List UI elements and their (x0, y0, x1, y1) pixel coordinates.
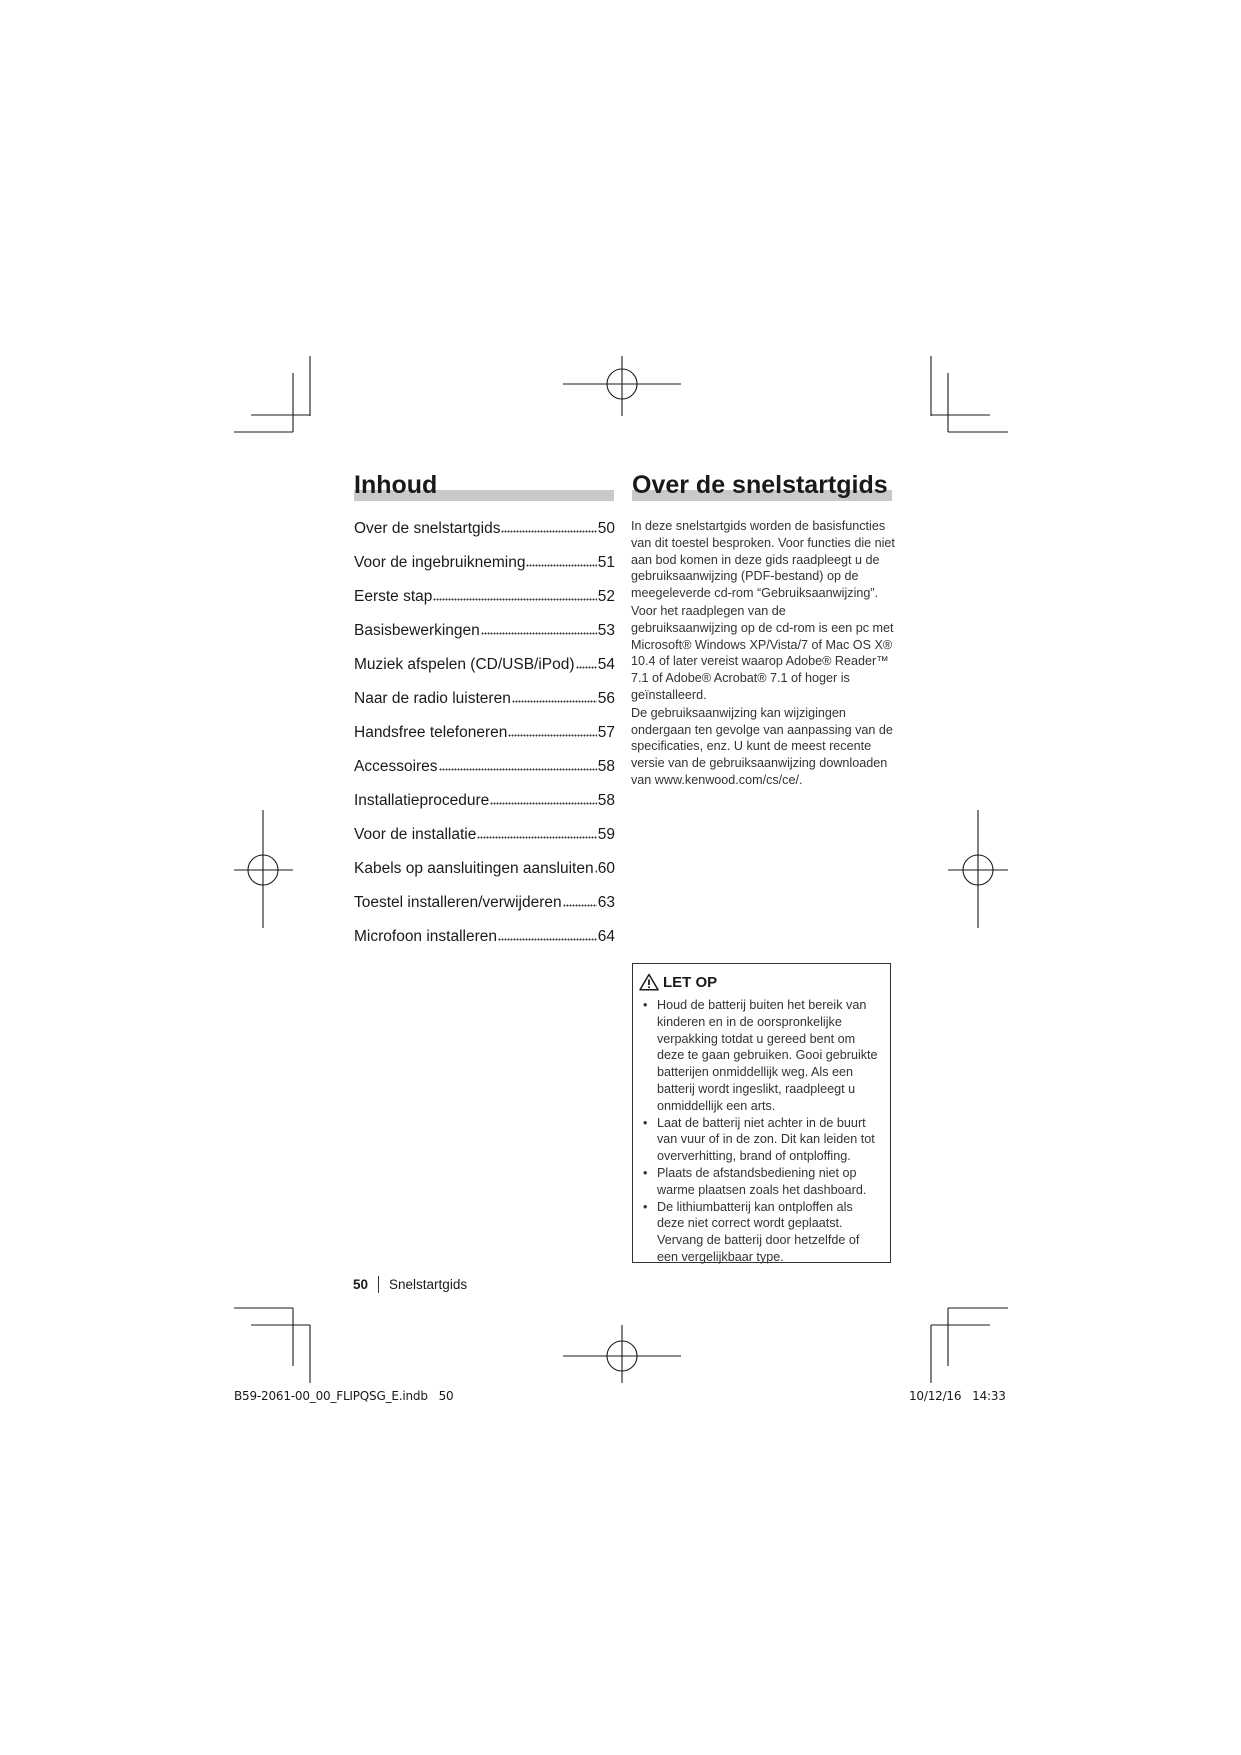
toc-item-title: Muziek afspelen (CD/USB/iPod) (354, 656, 575, 673)
dot-leader (481, 623, 597, 635)
toc-item[interactable] (354, 621, 615, 655)
warning-triangle-icon (639, 973, 659, 991)
toc-item[interactable] (354, 655, 615, 689)
dot-leader (439, 759, 597, 771)
dot-leader (490, 793, 596, 805)
dot-leader (433, 589, 596, 601)
toc-item[interactable] (354, 689, 615, 723)
toc-item[interactable] (354, 893, 615, 927)
caution-item: • De lithiumbatterij kan ontploffen als deze niet correct wordt geplaatst. Vervang de batterij door hetzelfde of een vergelijkbaar type. (639, 1199, 881, 1266)
crop-mark-bottom-left (234, 1308, 310, 1383)
intro-paragraph: In deze snelstartgids worden de basisfuncties van dit toestel besproken. Voor functies die niet aan bod komen in deze gids raadpleegt u de gebruiksaanwijzing (PDF-bestand) op de meegeleverde cd-rom “Gebruiksaanwijzing”. (631, 519, 895, 601)
toc-item-page: 58 (597, 758, 615, 775)
toc-item-title: Voor de ingebruikneming (354, 554, 526, 571)
toc-item-page: 50 (597, 520, 615, 537)
toc-item-title: Toestel installeren/verwijderen (354, 894, 562, 911)
page-number: 50 (353, 1277, 369, 1292)
caution-item: • Laat de batterij niet achter in de buurt van vuur of in de zon. Dit kan leiden tot oververhitting, brand of ontploffing. (639, 1115, 881, 1165)
caution-title: LET OP (663, 973, 718, 991)
caution-box (632, 963, 891, 1263)
caution-item: • Houd de batterij buiten het bereik van kinderen en in de oorspronkelijke verpakking totdat u gereed bent om deze te gaan gebruiken. Gooi gebruikte batterijen onmiddellijk weg. Als een batterij wordt ingeslikt, raadpleegt u onmiddellijk een arts. (639, 997, 881, 1115)
toc-item-page: 53 (597, 622, 615, 639)
dot-leader (526, 555, 596, 567)
toc-item[interactable] (354, 825, 615, 859)
toc-item-page: 51 (597, 554, 615, 571)
toc-item-title: Eerste stap (354, 588, 433, 605)
slug-file-name: B59-2061-00_00_FLIPQSG_E.indb 50 (234, 1389, 454, 1403)
caution-item: • Plaats de afstandsbediening niet op warme plaatsen zoals het dashboard. (639, 1165, 881, 1199)
page-footer (353, 1276, 467, 1293)
toc-item-page: 57 (597, 724, 615, 741)
dot-leader (563, 895, 597, 907)
toc-item-title: Kabels op aansluitingen aansluiten (354, 860, 594, 877)
toc-item[interactable] (354, 587, 615, 621)
toc-item-page: 52 (597, 588, 615, 605)
intro-body (631, 518, 895, 790)
toc-item-page: 63 (597, 894, 615, 911)
toc-item-title: Naar de radio luisteren (354, 690, 511, 707)
caution-list (639, 997, 881, 1266)
crop-mark-top-left (234, 356, 310, 432)
toc-item[interactable] (354, 723, 615, 757)
toc-item-page: 59 (597, 826, 615, 843)
toc-item-title: Microfoon installeren (354, 928, 498, 945)
crop-mark-bottom-right (931, 1308, 1008, 1383)
intro-paragraph: De gebruiksaanwijzing kan wijzigingen ondergaan ten gevolge van aanpassing van de specificaties, enz. U kunt de meest recente versie van de gebruiksaanwijzing downloaden van www.kenwood.com/cs/ce/. (631, 705, 893, 787)
toc-item[interactable] (354, 791, 615, 825)
toc-item[interactable] (354, 757, 615, 791)
footer-divider (378, 1276, 379, 1293)
toc-item-title: Accessoires (354, 758, 438, 775)
toc-item[interactable] (354, 859, 615, 893)
dot-leader (595, 861, 597, 873)
toc-item-title: Handsfree telefoneren (354, 724, 508, 741)
dot-leader (501, 521, 596, 533)
crop-mark-top-right (931, 356, 1008, 432)
footer-section: Snelstartgids (389, 1277, 468, 1292)
toc-item-page: 58 (597, 792, 615, 809)
toc-item-title: Installatieprocedure (354, 792, 490, 809)
registration-mark-right (948, 810, 1008, 928)
toc-item-page: 54 (597, 656, 615, 673)
toc-item-title: Voor de installatie (354, 826, 477, 843)
toc-item-title: Over de snelstartgids (354, 520, 501, 537)
toc-heading: Inhoud (354, 471, 438, 499)
toc-item-title: Basisbewerkingen (354, 622, 480, 639)
caution-header (639, 971, 881, 993)
intro-heading: Over de snelstartgids (632, 471, 888, 499)
toc-item[interactable] (354, 553, 615, 587)
dot-leader (477, 827, 596, 839)
dot-leader (512, 691, 597, 703)
toc-item-page: 64 (597, 928, 615, 945)
dot-leader (576, 657, 597, 669)
registration-mark-bottom (563, 1325, 681, 1383)
table-of-contents (354, 519, 615, 961)
registration-mark-left (234, 810, 293, 928)
toc-item[interactable] (354, 519, 615, 553)
toc-item-page: 56 (597, 690, 615, 707)
intro-paragraph: Voor het raadplegen van de gebruiksaanwijzing op de cd-rom is een pc met Microsoft® Windows XP/Vista/7 of Mac OS X® 10.4 of later vereist waarop Adobe® Reader™ 7.1 of Adobe® Acrobat® 7.1 of hoger is geïnstalleerd. (631, 603, 894, 702)
toc-item-page: 60 (597, 860, 615, 877)
slug-date: 10/12/16 14:33 (909, 1389, 1006, 1403)
registration-mark-top (563, 356, 681, 416)
dot-leader (498, 929, 597, 941)
dot-leader (508, 725, 596, 737)
toc-item[interactable] (354, 927, 615, 961)
